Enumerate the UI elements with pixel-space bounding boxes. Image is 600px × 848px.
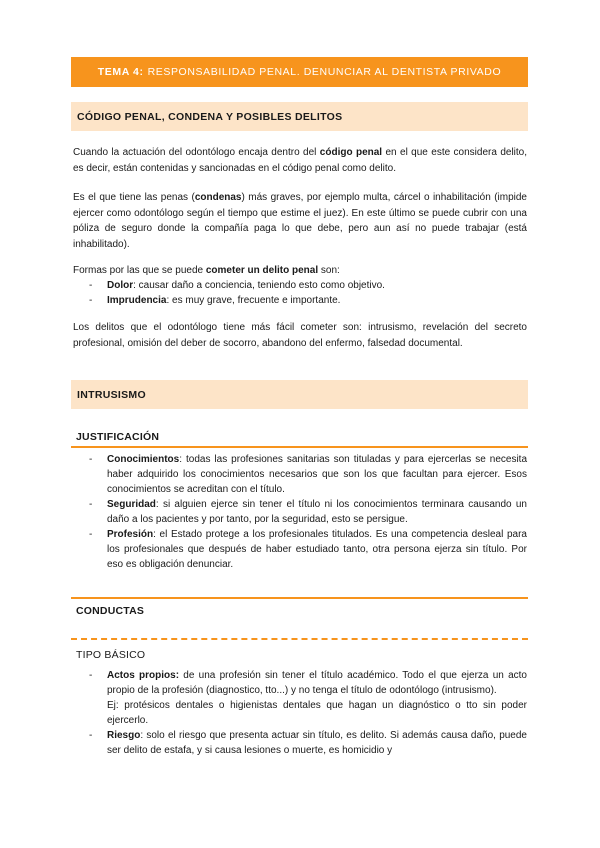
conductas-list	[73, 668, 527, 758]
dashed-divider	[71, 638, 528, 640]
section-heading-codigo-penal: CÓDIGO PENAL, CONDENA Y POSIBLES DELITOS	[71, 102, 528, 131]
forms-list	[73, 278, 527, 308]
list-item: - Imprudencia: es muy grave, frecuente e importante.	[89, 295, 341, 306]
subheading-conductas: CONDUCTAS	[76, 605, 145, 617]
list-item: - Actos propios: de una profesión sin tener el título académico. Todo el que ejerza un acto propio de la profesión (diagnostico, tto...) y no tenga el título de odontólogo (intrusismo). Ej: protésicos dentales o higienistas dentales que hagan un diagnóstico o tto sin poder ejercerlo.	[89, 670, 527, 726]
list-item: - Seguridad: si alguien ejerce sin tener el título ni los conocimientos terminara causando un daño a los pacientes y por tanto, por la seguridad, esto se persigue.	[89, 499, 527, 525]
section-heading-intrusismo: INTRUSISMO	[71, 380, 528, 409]
list-item: - Profesión: el Estado protege a los profesionales titulados. Es una competencia desleal para los profesionales que después de haber estudiado tanto, otra persona ejerza sin título. Por eso es obligación denunciar.	[89, 529, 527, 570]
chapter-title-bar	[71, 57, 528, 87]
list-item: - Dolor: causar daño a conciencia, teniendo esto como objetivo.	[89, 280, 385, 291]
example-text: Ej: protésicos dentales o higienistas dentales que hagan un diagnóstico o tto sin poder ejercerlo.	[107, 700, 527, 726]
justificacion-list	[73, 452, 527, 572]
subheading-tipo-basico: TIPO BÁSICO	[76, 649, 146, 661]
paragraph-codigo-penal: Cuando la actuación del odontólogo encaja dentro del código penal en el que este considera delito, es decir, están contenidas y sancionadas en el código penal como delito.	[73, 147, 527, 174]
list-item: - Conocimientos: todas las profesiones sanitarias son tituladas y para ejercerlas se necesita haber adquirido los conocimientos necesarios que son los que facultan para ejercer. Esos conocimientos se acreditan con el título.	[89, 454, 527, 495]
paragraph-condenas: Es el que tiene las penas (condenas) más graves, por ejemplo multa, cárcel o inhabilitación (impide ejercer como odontólogo según el tiempo que estime el juez). En este último se puede cubrir con una póliza de seguro donde la compañía paga lo que debe, pero aun así no puede trabajar (está inhabilitado).	[73, 192, 527, 250]
section-divider	[71, 597, 528, 599]
paragraph-formas: Formas por las que se puede cometer un delito penal son:	[73, 265, 340, 276]
section-divider	[71, 446, 528, 448]
chapter-title: RESPONSABILIDAD PENAL. DENUNCIAR AL DENTISTA PRIVADO	[147, 66, 502, 78]
paragraph-delitos: Los delitos que el odontólogo tiene más fácil cometer son: intrusismo, revelación del secreto profesional, omisión del deber de socorro, abandono del enfermo, falsedad documental.	[73, 322, 527, 349]
subheading-justificacion: JUSTIFICACIÓN	[76, 431, 160, 443]
list-item: - Riesgo: solo el riesgo que presenta actuar sin título, es delito. Si además causa daño, puede ser delito de estafa, y si causa lesiones o muerte, es homicidio y	[89, 730, 527, 756]
chapter-number: TEMA 4:	[97, 66, 144, 78]
